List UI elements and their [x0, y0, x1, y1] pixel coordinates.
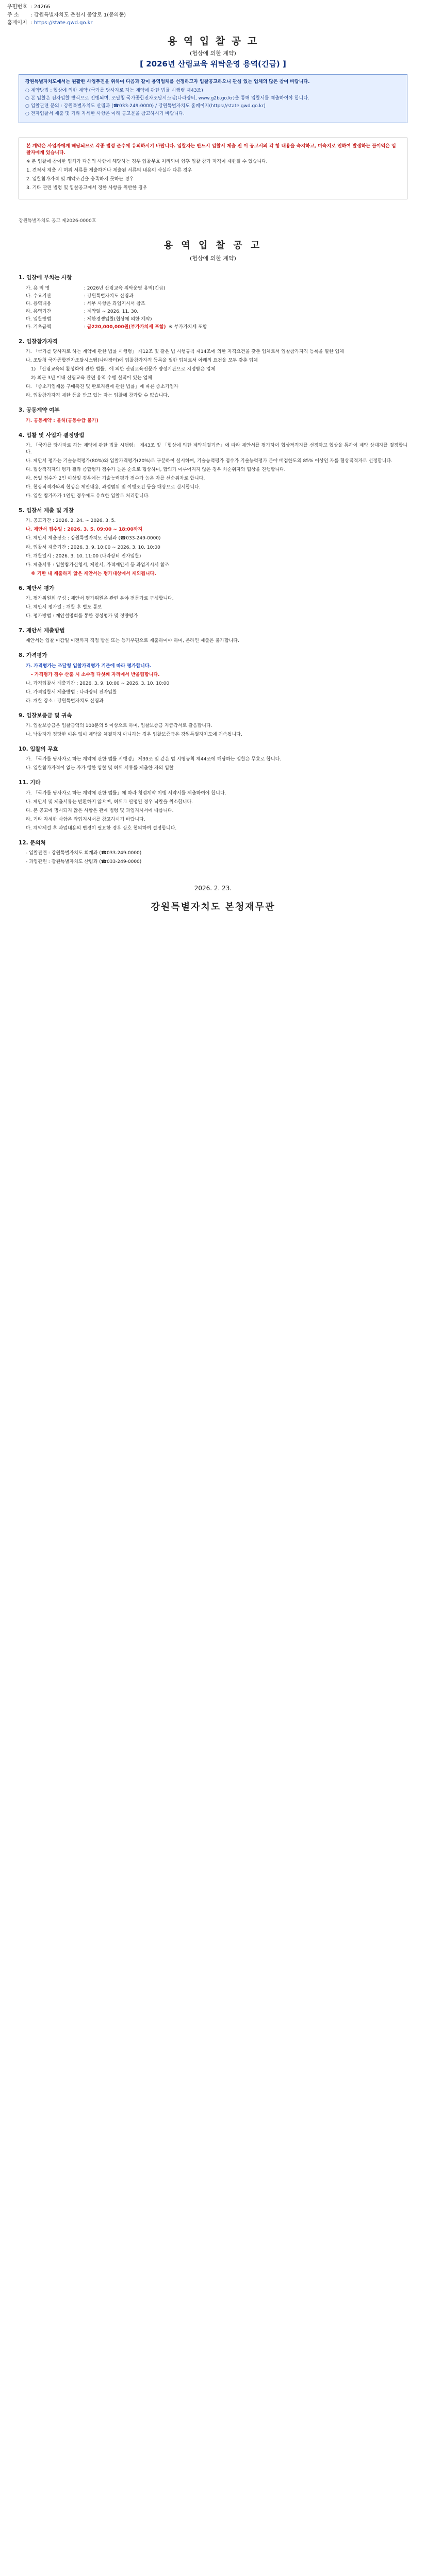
paragraph: 마. 협상적격자와의 협상은 제안내용, 과업범위 및 이행조건 등을 대상으로 실시합니다.: [26, 485, 201, 490]
page-subtitle: (협상에 의한 계약): [190, 50, 236, 57]
paragraph: 라. 입찰서 제출기간 : 2026. 3. 9. 10:00 ~ 2026. 3. 10. 10:00: [26, 545, 160, 550]
paragraph: 마. 개찰일시 : 2026. 3. 10. 11:00 (나라장터 전자입찰): [26, 553, 141, 559]
announcement-page: [0, 0, 426, 914]
item-key: 바. 기초금액: [26, 324, 52, 330]
list-item: 가. 용 역 명 : 2026년 산림교육 위탁운영 용역(긴급): [26, 285, 407, 292]
section-11: [0, 779, 426, 866]
project-name: [ 2026년 산림교육 위탁운영 용역(긴급) ]: [140, 59, 286, 69]
section-9: [0, 712, 426, 738]
announcement-date: 2026. 2. 23.: [194, 885, 232, 892]
section-1: [0, 274, 426, 331]
section-4: [0, 432, 426, 500]
section-heading: 12. 문의처: [19, 839, 46, 846]
paragraph: 다. 협상적격자의 평가 결과 종합평가 점수가 높은 순으로 협상하며, 합의가 이루어지지 않은 경우 차순위자와 협상을 진행합니다.: [26, 467, 286, 472]
section-heading: 9. 입찰보증금 및 귀속: [19, 712, 72, 719]
item-value: 계약일 ~ 2026. 11. 30.: [87, 309, 139, 314]
section-6: [0, 585, 426, 620]
paragraph: 라. 개찰 장소 : 강원특별자치도 산림과: [26, 698, 104, 704]
note: ※ 기한 내 제출하지 않은 제안서는 평가대상에서 제외됩니다.: [31, 571, 156, 577]
paragraph: 다. 본 공고에 명시되지 않은 사항은 관계 법령 및 과업지시서에 따릅니다.: [26, 808, 174, 814]
paragraph: 가. 평가위원회 구성 : 제안서 평가위원은 관련 분야 전문가로 구성합니다.: [26, 596, 174, 601]
section-heading: 7. 제안서 제출방법: [19, 628, 65, 634]
item-key: 나. 수요기관: [26, 293, 52, 299]
paragraph: 가. 「국가를 당사자로 하는 계약에 관한 법률 시행령」 제43조 및 「협상에 의한 계약체결기준」에 따라 제안서를 평가하여 협상적격자를 선정하고 협상을 통하여 계약 상대자를 결정합니다.: [26, 443, 407, 455]
section-10: [0, 745, 426, 772]
paragraph: 가. 「국가를 당사자로 하는 계약에 관한 법률 시행령」 제39조 및 같은 법 시행규칙 제44조에 해당하는 입찰은 무효로 합니다.: [26, 757, 282, 762]
warning-line: 2. 입찰참가자격 및 계약조건을 충족하지 못하는 경우: [26, 177, 134, 182]
paragraph: 가. 공고기간 : 2026. 2. 24. ~ 2026. 3. 5.: [26, 518, 116, 524]
paragraph: 제안서는 입찰 마감일 이전까지 직접 방문 또는 등기우편으로 제출하여야 하며, 온라인 제출은 불가합니다.: [26, 638, 239, 644]
warning-line: ※ 본 입찰에 참여한 업체가 다음의 사항에 해당하는 경우 입찰무효 처리되며 향후 입찰 참가 자격이 제한될 수 있습니다.: [26, 159, 268, 165]
paragraph: 라. 입찰참가자격 제한 등을 받고 있는 자는 입찰에 참가할 수 없습니다.: [26, 393, 169, 399]
paragraph: 나. 제안서 및 제출서류는 반환하지 않으며, 허위로 판명된 경우 낙찰을 취소합니다.: [26, 799, 193, 805]
list-item: 마. 입찰방법 : 제한경쟁입찰(협상에 의한 계약): [26, 316, 407, 323]
paragraph: 나. 조달청 국가종합전자조달시스템(나라장터)에 입찰참가자격 등록을 필한 업체로서 아래의 요건을 모두 갖춘 업체: [26, 358, 258, 364]
section-heading: 10. 입찰의 무효: [19, 746, 58, 753]
item-key: 마. 입찰방법: [26, 316, 52, 322]
paragraph: - 가격평가 점수 산출 시 소수점 다섯째 자리에서 반올림합니다.: [31, 672, 160, 677]
postal-label: 우편번호: [7, 4, 27, 10]
paragraph: 나. 입찰참가자격이 없는 자가 행한 입찰 및 허위 서류를 제출한 자의 입찰: [26, 766, 174, 771]
homepage-line: 홈페이지 : https://state.gwd.go.kr: [7, 20, 419, 27]
summary-line: ○ 전자입찰서 제출 및 기타 자세한 사항은 아래 공고문을 참고하시기 바랍니다.: [25, 111, 185, 116]
summary-line: ○ 본 입찰은 전자입찰 방식으로 진행되며, 조달청 국가종합전자조달시스템(나라장터, www.g2b.go.kr)을 통해 입찰서를 제출하여야 합니다.: [25, 95, 309, 101]
item-value: 제한경쟁입찰(협상에 의한 계약): [87, 316, 152, 322]
section-3: [0, 406, 426, 424]
section-5: [0, 507, 426, 578]
paragraph: 다. 평가방법 : 제안설명회를 통한 정성평가 및 정량평가: [26, 614, 138, 619]
summary-line: ○ 입찰관련 문의 : 강원특별자치도 산림과 (☎033-249-0000) / 강원특별자치도 홈페이지(https://state.gwd.go.kr): [25, 103, 266, 109]
contact-line: - 입찰관련 : 강원특별자치도 회계과 (☎033-249-0000): [26, 851, 142, 856]
item-value: 강원특별자치도 산림과: [87, 293, 134, 299]
postal-line: 우편번호 : 24266: [7, 4, 419, 11]
item-key: 라. 용역기간: [26, 309, 52, 314]
summary-line: ○ 계약방법 : 협상에 의한 계약 (국가를 당사자로 하는 계약에 관한 법률 시행령 제43조): [25, 88, 203, 93]
warning-line: 1. 견적서 제출 시 허위 서류를 제출하거나 제출된 서류의 내용이 사실과 다른 경우: [26, 168, 192, 174]
postal-value: 24266: [34, 4, 51, 10]
warning-lead: 본 계약은 사업자에게 해당되므로 각종 법령 준수에 유의하시기 바랍니다. 입찰자는 반드시 입찰서 제출 전 이 공고서의 각 항 내용을 숙지하고, 미숙지로 인하여 발생하는 불이익은 입찰자에게 있습니다.: [26, 143, 396, 156]
paragraph: 바. 제출서류 : 입찰참가신청서, 제안서, 가격제안서 등 과업지시서 참조: [26, 562, 169, 568]
item-key: 가. 용 역 명: [26, 285, 50, 291]
list-item: 나. 수요기관 : 강원특별자치도 산림과: [26, 293, 407, 300]
warning-line: 3. 기타 관련 법령 및 입찰공고에서 정한 사항을 위반한 경우: [26, 185, 148, 191]
paragraph: 가. 입찰보증금은 입찰금액의 100분의 5 이상으로 하며, 입찰보증금 지급각서로 갈음합니다.: [26, 723, 212, 728]
homepage-label: 홈페이지: [7, 20, 27, 26]
paragraph: 가. 가격평가는 조달청 입찰가격평가 기준에 따라 평가합니다.: [26, 663, 151, 669]
item-value: 2026년 산림교육 위탁운영 용역(긴급): [87, 285, 166, 291]
list-item: 라. 용역기간 : 계약일 ~ 2026. 11. 30.: [26, 309, 407, 315]
body-title: 용 역 입 찰 공 고: [163, 240, 263, 251]
issuer-signature: 강원특별자치도 본청재무관: [151, 901, 275, 912]
section-heading: 2. 입찰참가자격: [19, 338, 58, 345]
section-heading: 11. 기타: [19, 779, 41, 786]
item-key: 다. 용역내용: [26, 301, 52, 307]
paragraph: 다. 제안서 제출장소 : 강원특별자치도 산림과 (☎033-249-0000): [26, 536, 161, 541]
budget-item: 바. 기초금액 : 금220,000,000원(부가가치세 포함) ※ 부가가치세 포함: [26, 324, 407, 331]
section-heading: 6. 제안서 평가: [19, 585, 55, 591]
section-heading: 3. 공동계약 여부: [19, 407, 60, 414]
body-subtitle: (협상에 의한 계약): [190, 255, 236, 262]
paragraph: 나. 제안서 평가일 : 개찰 후 별도 통보: [26, 604, 102, 610]
paragraph: 가. 「국가를 당사자로 하는 계약에 관한 법률」에 따라 청렴계약 이행 서약서를 제출하여야 합니다.: [26, 790, 226, 796]
homepage-link[interactable]: https://state.gwd.go.kr: [34, 20, 93, 26]
section-7: [0, 627, 426, 645]
warning-box: [19, 138, 407, 199]
address-line: 주 소 : 강원특별자치도 춘천시 중앙로 1(봉의동): [7, 12, 419, 20]
paragraph: 바. 입찰 참가자가 1인인 경우에도 유효한 입찰로 처리합니다.: [26, 494, 150, 499]
paragraph: 2) 최근 3년 이내 산림교육 관련 용역 수행 실적이 있는 업체: [31, 376, 152, 381]
contact-line: - 과업관련 : 강원특별자치도 산림과 (☎033-249-0000): [26, 859, 142, 865]
section-heading: 1. 입찰에 부치는 사항: [19, 275, 72, 281]
paragraph: 나. 제안서 접수일 : 2026. 3. 5. 09:00 ~ 18:00까지: [26, 527, 143, 533]
budget-value: 금220,000,000원(부가가치세 포함): [87, 324, 166, 330]
paragraph: 라. 동일 점수가 2인 이상일 경우에는 기술능력평가 점수가 높은 자를 선순위자로 합니다.: [26, 476, 205, 481]
paragraph: 나. 낙찰자가 정당한 이유 없이 계약을 체결하지 아니하는 경우 입찰보증금은 강원특별자치도에 귀속됩니다.: [26, 732, 242, 738]
paragraph: 나. 제안서 평가는 기술능력평가(80%)와 입찰가격평가(20%)로 구분하여 실시하며, 기술능력평가 점수가 기술능력평가 분야 배점한도의 85% 이상인 자를 협상적격자로 선정합니다.: [26, 458, 392, 464]
section-2: [0, 338, 426, 400]
section-heading: 8. 가격평가: [19, 652, 47, 659]
section-heading: 4. 입찰 및 사업자 결정방법: [19, 432, 85, 438]
item-value: 세부 사항은 과업지시서 참조: [87, 301, 145, 307]
header-block: [0, 0, 426, 27]
summary-lead: 강원특별자치도에서는 원활한 사업추진을 위하여 다음과 같이 용역업체를 선정하고자 입찰공고하오니 관심 있는 업체의 많은 참여 바랍니다.: [25, 79, 310, 84]
summary-box: [19, 74, 407, 123]
paragraph: 다. 가격입찰서 제출방법 : 나라장터 전자입찰: [26, 689, 117, 695]
paragraph: 1) 「산림교육의 활성화에 관한 법률」에 의한 산림교육전문가 양성기관으로 지정받은 업체: [31, 367, 216, 372]
paragraph: 가. 「국가를 당사자로 하는 계약에 관한 법률 시행령」 제12조 및 같은 법 시행규칙 제14조에 의한 자격요건을 갖춘 업체로서 입찰참가자격 등록을 필한 업체: [26, 349, 344, 355]
paragraph: 다. 「중소기업제품 구매촉진 및 판로지원에 관한 법률」에 따른 중소기업자: [26, 384, 178, 390]
budget-note: ※ 부가가치세 포함: [169, 324, 207, 330]
address-label: 주 소: [7, 12, 19, 18]
paragraph: 가. 공동계약 : 불허(공동수급 불가): [26, 418, 99, 423]
page-title: 용 역 입 찰 공 고: [167, 35, 259, 47]
section-8: [0, 652, 426, 704]
address-value: 강원특별자치도 춘천시 중앙로 1(봉의동): [34, 12, 126, 18]
section-heading: 5. 입찰서 제출 및 개찰: [19, 507, 74, 514]
document-number: 강원특별자치도 공고 제2026-0000호: [19, 218, 96, 224]
paragraph: 나. 가격입찰서 제출기간 : 2026. 3. 9. 10:00 ~ 2026. 3. 10. 10:00: [26, 681, 170, 686]
paragraph: 라. 기타 자세한 사항은 과업지시서를 참고하시기 바랍니다.: [26, 817, 145, 822]
paragraph: 마. 계약체결 후 과업내용의 변경이 필요한 경우 상호 협의하여 결정합니다.: [26, 825, 177, 831]
list-item: 다. 용역내용 : 세부 사항은 과업지시서 참조: [26, 301, 407, 308]
